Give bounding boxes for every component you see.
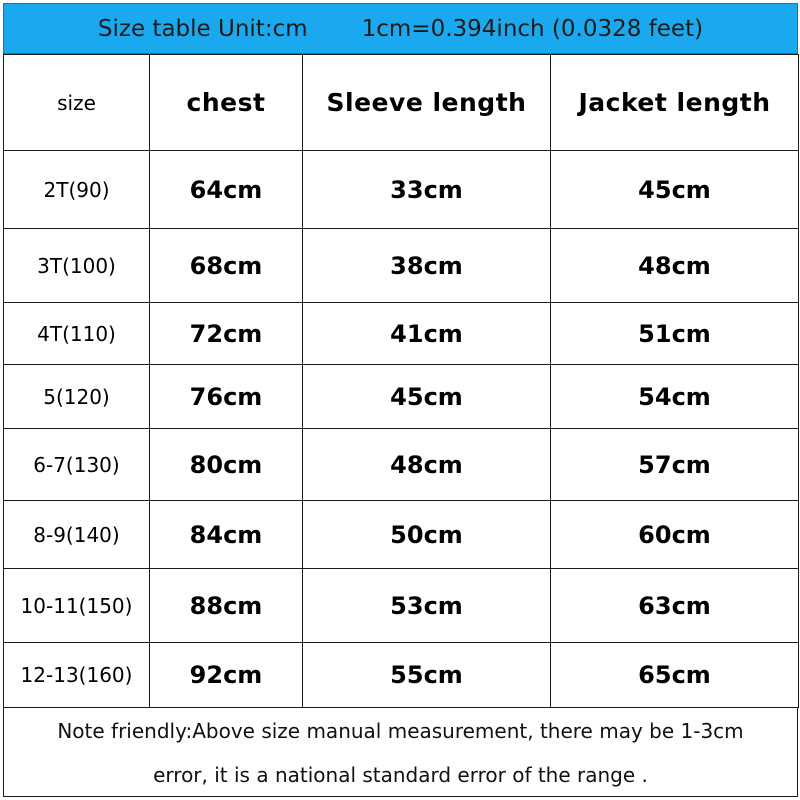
jacket-length-cell: 57cm bbox=[551, 429, 799, 501]
size-cell: 8-9(140) bbox=[4, 501, 150, 569]
size-cell: 6-7(130) bbox=[4, 429, 150, 501]
size-chart bbox=[3, 3, 798, 797]
column-header-jacket-length: Jacket length bbox=[551, 55, 799, 151]
chest-cell: 64cm bbox=[150, 151, 303, 229]
table-row bbox=[4, 569, 799, 643]
note-text bbox=[3, 707, 798, 797]
size-table-header bbox=[3, 3, 798, 54]
jacket-length-cell: 65cm bbox=[551, 643, 799, 708]
chest-cell: 84cm bbox=[150, 501, 303, 569]
size-cell: 12-13(160) bbox=[4, 643, 150, 708]
size-cell: 3T(100) bbox=[4, 229, 150, 303]
size-cell: 10-11(150) bbox=[4, 569, 150, 643]
sleeve-length-cell: 45cm bbox=[303, 365, 551, 429]
table-row bbox=[4, 229, 799, 303]
jacket-length-cell: 45cm bbox=[551, 151, 799, 229]
jacket-length-cell: 51cm bbox=[551, 303, 799, 365]
jacket-length-cell: 60cm bbox=[551, 501, 799, 569]
chest-cell: 88cm bbox=[150, 569, 303, 643]
size-cell: 2T(90) bbox=[4, 151, 150, 229]
chest-cell: 92cm bbox=[150, 643, 303, 708]
size-cell: 5(120) bbox=[4, 365, 150, 429]
chest-cell: 72cm bbox=[150, 303, 303, 365]
note-line-1: Note friendly:Above size manual measurement, there may be 1-3cm bbox=[57, 719, 744, 743]
sleeve-length-cell: 50cm bbox=[303, 501, 551, 569]
sleeve-length-cell: 55cm bbox=[303, 643, 551, 708]
sleeve-length-cell: 38cm bbox=[303, 229, 551, 303]
column-header-row bbox=[4, 55, 799, 151]
sleeve-length-cell: 33cm bbox=[303, 151, 551, 229]
column-header-sleeve-length: Sleeve length bbox=[303, 55, 551, 151]
table-row bbox=[4, 501, 799, 569]
size-cell: 4T(110) bbox=[4, 303, 150, 365]
unit-label: Size table Unit:cm bbox=[97, 15, 308, 42]
size-table bbox=[3, 54, 799, 708]
column-header-chest: chest bbox=[150, 55, 303, 151]
note-line-2: error, it is a national standard error of the range . bbox=[153, 763, 648, 787]
chest-cell: 80cm bbox=[150, 429, 303, 501]
table-row bbox=[4, 303, 799, 365]
conversion-label: 1cm=0.394inch (0.0328 feet) bbox=[361, 15, 704, 42]
jacket-length-cell: 54cm bbox=[551, 365, 799, 429]
sleeve-length-cell: 53cm bbox=[303, 569, 551, 643]
table-row bbox=[4, 643, 799, 708]
chest-cell: 68cm bbox=[150, 229, 303, 303]
jacket-length-cell: 63cm bbox=[551, 569, 799, 643]
table-row bbox=[4, 365, 799, 429]
jacket-length-cell: 48cm bbox=[551, 229, 799, 303]
sleeve-length-cell: 41cm bbox=[303, 303, 551, 365]
sleeve-length-cell: 48cm bbox=[303, 429, 551, 501]
chest-cell: 76cm bbox=[150, 365, 303, 429]
column-header-size: size bbox=[4, 55, 150, 151]
table-row bbox=[4, 151, 799, 229]
table-row bbox=[4, 429, 799, 501]
